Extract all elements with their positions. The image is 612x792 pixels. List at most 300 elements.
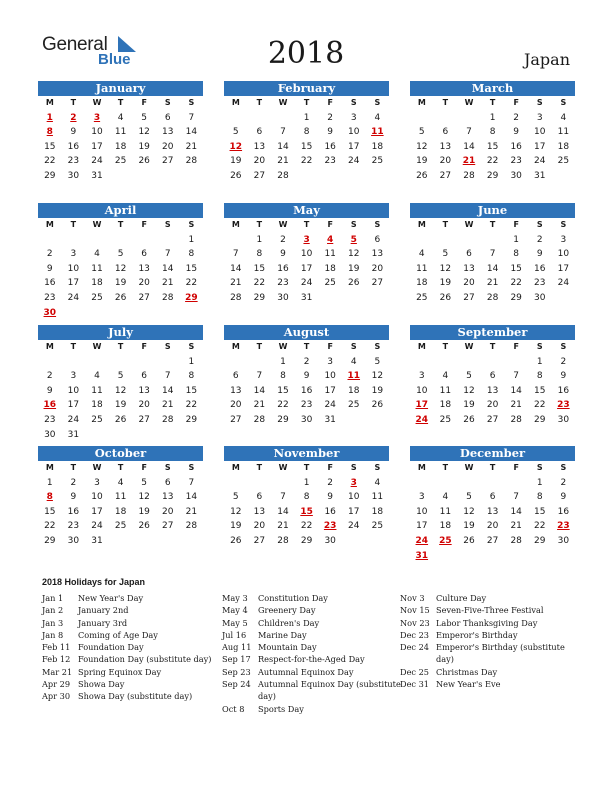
holiday-date: May 5 [222,617,248,628]
day-cell: 23 [67,521,80,532]
weekday-label: S [164,220,171,229]
weekday-label: W [464,98,474,107]
month-january [38,81,203,184]
day-cell: 21 [277,156,289,167]
day-cell: 22 [185,400,198,411]
day-cell: 14 [185,492,198,503]
weekday-label: T [256,98,263,107]
empty-cell [434,111,458,126]
holiday-row [400,592,580,604]
holiday-day-cell: 23 [557,521,570,532]
holiday-date: Aug 11 [222,642,252,653]
day-cell: 22 [185,278,198,289]
weekday-label: W [464,463,474,472]
day-cell: 19 [371,385,384,396]
day-cell: 25 [371,521,384,532]
empty-cell [271,111,295,126]
day-cell: 21 [277,521,289,532]
month-august [224,325,389,428]
weekday-label: W [278,342,288,351]
day-cell: 6 [489,492,496,503]
day-cell: 2 [560,356,567,367]
day-cell: 1 [256,234,263,245]
day-cell: 17 [324,385,336,396]
day-cell: 15 [300,141,313,152]
weekday-label: S [188,220,195,229]
day-cell: 1 [536,477,543,488]
day-cell: 3 [327,356,334,367]
day-cell: 16 [324,141,336,152]
holiday-name: Emperor's Birthday [436,629,518,640]
holiday-row [222,604,402,616]
weekday-label: T [256,342,263,351]
weekday-label: M [417,463,426,472]
day-cell: 16 [510,141,522,152]
day-cell: 30 [557,414,570,425]
holiday-date: Nov 3 [400,593,425,603]
holiday-name: Emperor's Birthday (substitute day) [436,642,565,665]
holiday-date: Dec 24 [400,642,430,653]
weekday-label: W [92,463,102,472]
day-cell: 24 [348,156,360,167]
weekday-label: M [45,342,54,351]
day-cell: 7 [164,371,171,382]
day-cell: 30 [324,535,336,546]
holiday-date: Feb 12 [42,654,71,665]
day-cell: 16 [324,506,336,517]
holiday-date: Jan 3 [42,617,64,628]
day-cell: 10 [91,492,103,503]
day-cell: 12 [348,249,360,260]
day-cell: 24 [67,292,80,303]
empty-cell [109,355,133,370]
empty-cell [457,476,481,491]
weekday-label: M [417,342,426,351]
holiday-row [42,641,222,653]
day-cell: 25 [439,414,452,425]
day-cell: 15 [534,506,546,517]
day-cell: 18 [439,400,452,411]
day-cell: 20 [230,400,242,411]
weekday-label: F [327,98,333,107]
holiday-day-cell: 3 [303,234,310,245]
day-cell: 13 [486,506,499,517]
day-cell: 29 [185,414,198,425]
day-cell: 5 [117,371,124,382]
day-cell: 19 [416,156,428,167]
holiday-date: Apr 29 [42,679,71,690]
holiday-day-cell: 21 [462,156,476,167]
day-cell: 15 [185,263,198,274]
holiday-day-cell: 11 [347,371,361,382]
month-may [224,203,389,306]
day-cell: 8 [188,249,195,260]
day-cell: 7 [188,112,195,123]
day-cell: 3 [70,249,77,260]
day-cell: 3 [536,112,543,123]
day-cell: 14 [277,141,289,152]
day-cell: 25 [324,278,336,289]
empty-cell [62,355,86,370]
day-cell: 12 [439,263,452,274]
weekday-label: S [188,98,195,107]
day-cell: 2 [280,234,286,245]
day-cell: 28 [277,170,289,181]
day-cell: 19 [138,141,150,152]
day-cell: 17 [416,521,428,532]
day-cell: 23 [300,400,313,411]
day-cell: 8 [489,127,496,138]
month-grid [38,461,203,549]
day-cell: 4 [418,249,425,260]
month-header: April [38,203,203,218]
day-cell: 16 [557,506,570,517]
empty-cell [248,476,272,491]
day-cell: 13 [463,263,475,274]
day-cell: 19 [230,521,242,532]
day-cell: 19 [114,278,127,289]
day-cell: 19 [463,521,475,532]
empty-cell [481,233,505,248]
holiday-row [400,678,580,690]
day-cell: 10 [534,127,546,138]
weekday-label: T [70,220,77,229]
weekday-label: F [141,342,147,351]
day-cell: 26 [114,292,127,303]
day-cell: 29 [510,292,522,303]
weekday-label: T [303,98,310,107]
holiday-row [400,629,580,641]
weekday-label: S [374,342,381,351]
holiday-name: Respect-for-the-Aged Day [258,654,365,665]
day-cell: 5 [141,112,148,123]
day-cell: 29 [300,535,313,546]
day-cell: 5 [232,492,239,503]
holiday-name: Constitution Day [258,593,328,603]
day-cell: 30 [67,535,80,546]
weekday-label: W [278,463,288,472]
day-cell: 3 [560,234,567,245]
holiday-date: Sep 17 [222,654,251,665]
day-cell: 11 [439,385,452,396]
weekday-label: F [513,98,519,107]
day-cell: 10 [91,127,103,138]
day-cell: 10 [557,249,570,260]
day-cell: 30 [557,535,570,546]
day-cell: 26 [230,535,242,546]
month-october [38,446,203,549]
holiday-row [42,690,222,702]
holiday-date: Mar 21 [42,666,73,677]
day-cell: 17 [300,263,313,274]
day-cell: 3 [418,492,425,503]
day-cell: 29 [44,170,56,181]
day-cell: 8 [256,249,263,260]
day-cell: 28 [185,521,198,532]
holiday-name: Seven-Five-Three Festival [436,605,544,616]
day-cell: 26 [463,535,475,546]
day-cell: 22 [300,521,313,532]
day-cell: 25 [91,414,103,425]
holiday-row [42,604,222,616]
day-cell: 30 [534,292,546,303]
day-cell: 21 [162,400,174,411]
holiday-row [400,666,580,678]
holiday-date: May 3 [222,593,248,603]
day-cell: 18 [439,521,452,532]
weekday-label: S [560,463,567,472]
day-cell: 27 [230,414,242,425]
holiday-date: Dec 25 [400,666,430,677]
day-cell: 4 [94,371,100,382]
day-cell: 5 [141,477,148,488]
empty-cell [156,233,180,248]
weekday-label: T [70,342,77,351]
day-cell: 7 [513,371,520,382]
day-cell: 28 [510,535,522,546]
empty-cell [457,233,481,248]
empty-cell [434,233,458,248]
day-cell: 23 [44,292,56,303]
day-cell: 13 [486,385,499,396]
day-cell: 13 [138,263,150,274]
day-cell: 17 [534,141,546,152]
page-title-year: 2018 [267,36,345,71]
holiday-date: Jan 1 [42,593,64,603]
day-cell: 22 [44,521,56,532]
day-cell: 26 [230,170,242,181]
day-cell: 1 [513,234,520,245]
day-cell: 14 [230,263,242,274]
day-cell: 2 [303,356,310,367]
day-cell: 27 [486,535,499,546]
day-cell: 11 [439,506,452,517]
day-cell: 30 [300,414,313,425]
empty-cell [248,355,272,370]
day-cell: 4 [350,356,357,367]
weekday-label: T [489,463,496,472]
day-cell: 14 [510,506,522,517]
weekday-label: S [164,342,171,351]
weekday-label: S [350,342,357,351]
weekday-label: M [45,98,54,107]
day-cell: 20 [138,400,150,411]
day-cell: 28 [510,414,522,425]
holiday-date: Jan 2 [42,605,64,616]
day-cell: 20 [253,521,266,532]
holiday-row [42,592,222,604]
holiday-day-cell: 23 [323,521,337,532]
empty-cell [224,355,248,370]
day-cell: 8 [303,492,310,503]
day-cell: 2 [327,112,334,123]
holiday-date: Sep 23 [222,666,251,677]
weekday-label: S [560,220,567,229]
day-cell: 27 [253,535,266,546]
month-november [224,446,389,549]
day-cell: 14 [463,141,475,152]
day-cell: 14 [253,385,266,396]
day-cell: 25 [416,292,428,303]
empty-cell [271,476,295,491]
holiday-day-cell: 17 [415,400,429,411]
weekday-label: F [513,220,519,229]
month-grid [410,96,575,184]
day-cell: 28 [162,292,174,303]
month-grid [38,218,203,320]
day-cell: 5 [418,127,425,138]
weekday-label: T [117,220,124,229]
day-cell: 8 [280,371,286,382]
weekday-label: F [141,463,147,472]
holiday-day-cell: 24 [415,414,429,425]
day-cell: 9 [280,249,286,260]
empty-cell [504,355,528,370]
day-cell: 7 [466,127,472,138]
day-cell: 30 [510,170,522,181]
day-cell: 24 [557,278,570,289]
day-cell: 13 [162,492,174,503]
day-cell: 28 [230,292,242,303]
day-cell: 6 [466,249,472,260]
day-cell: 15 [277,385,289,396]
day-cell: 27 [463,292,475,303]
holiday-name: Showa Day (substitute day) [78,691,193,702]
holiday-name: Sports Day [258,703,304,714]
day-cell: 8 [536,492,543,503]
day-cell: 18 [557,141,570,152]
month-header: September [410,325,575,340]
month-grid [224,218,389,306]
weekday-label: S [536,98,543,107]
day-cell: 23 [534,278,546,289]
holiday-day-cell: 5 [350,234,357,245]
month-grid [410,340,575,428]
day-cell: 4 [117,112,124,123]
day-cell: 28 [486,292,499,303]
weekday-label: W [92,220,102,229]
day-cell: 16 [67,141,80,152]
day-cell: 9 [46,263,53,274]
holiday-day-cell: 25 [439,535,452,546]
holiday-row [42,653,222,665]
holiday-day-cell: 16 [43,400,57,411]
weekday-label: T [489,342,496,351]
day-cell: 17 [91,141,103,152]
weekday-label: M [45,220,54,229]
day-cell: 14 [486,263,499,274]
day-cell: 1 [188,356,195,367]
day-cell: 6 [141,371,148,382]
empty-cell [62,233,86,248]
day-cell: 6 [141,249,148,260]
holiday-row [42,666,222,678]
day-cell: 11 [416,263,428,274]
empty-cell [504,476,528,491]
empty-cell [132,233,156,248]
day-cell: 3 [350,112,357,123]
day-cell: 24 [91,521,103,532]
holiday-day-cell: 1 [46,112,53,123]
day-cell: 14 [162,263,174,274]
day-cell: 12 [371,371,384,382]
weekday-label: W [278,98,288,107]
day-cell: 14 [185,127,198,138]
day-cell: 6 [164,477,171,488]
month-grid [410,218,575,306]
weekday-label: M [45,463,54,472]
day-cell: 21 [230,278,242,289]
day-cell: 8 [188,371,195,382]
holiday-row [222,666,402,678]
holiday-name: Coming of Age Day [78,629,158,640]
day-cell: 9 [327,492,334,503]
day-cell: 11 [324,249,336,260]
day-cell: 28 [185,156,198,167]
day-cell: 5 [232,127,239,138]
day-cell: 15 [486,141,499,152]
holiday-name: Autumnal Equinox Day (substitute day) [258,679,401,702]
day-cell: 31 [324,414,336,425]
day-cell: 4 [442,371,449,382]
day-cell: 24 [91,156,103,167]
day-cell: 31 [534,170,546,181]
day-cell: 26 [138,521,150,532]
day-cell: 6 [489,371,496,382]
holiday-column [222,592,402,715]
holiday-row [222,617,402,629]
day-cell: 22 [486,156,499,167]
holiday-date: Oct 8 [222,703,245,714]
empty-cell [85,355,109,370]
day-cell: 17 [67,278,80,289]
day-cell: 1 [280,356,286,367]
day-cell: 10 [300,249,313,260]
country-label: Japan [523,50,570,69]
weekday-label: S [560,98,567,107]
day-cell: 15 [510,263,522,274]
day-cell: 25 [114,521,127,532]
day-cell: 8 [513,249,520,260]
holiday-row [400,617,580,629]
weekday-label: S [164,98,171,107]
day-cell: 20 [138,278,150,289]
weekday-label: F [141,98,147,107]
empty-cell [410,233,434,248]
holiday-row [42,629,222,641]
holiday-day-cell: 29 [185,292,198,303]
holiday-day-cell: 4 [327,234,334,245]
day-cell: 7 [188,477,195,488]
weekday-label: T [70,463,77,472]
day-cell: 1 [46,477,53,488]
weekday-label: W [278,220,288,229]
holiday-date: Nov 15 [400,605,430,616]
day-cell: 4 [374,112,381,123]
day-cell: 13 [253,141,266,152]
month-grid [224,340,389,428]
day-cell: 21 [162,278,174,289]
day-cell: 9 [536,249,543,260]
weekday-label: T [117,463,124,472]
month-grid [38,96,203,184]
weekday-label: M [417,98,426,107]
day-cell: 20 [463,278,475,289]
weekday-label: F [327,342,333,351]
day-cell: 3 [70,371,77,382]
day-cell: 22 [534,521,546,532]
month-april [38,203,203,320]
